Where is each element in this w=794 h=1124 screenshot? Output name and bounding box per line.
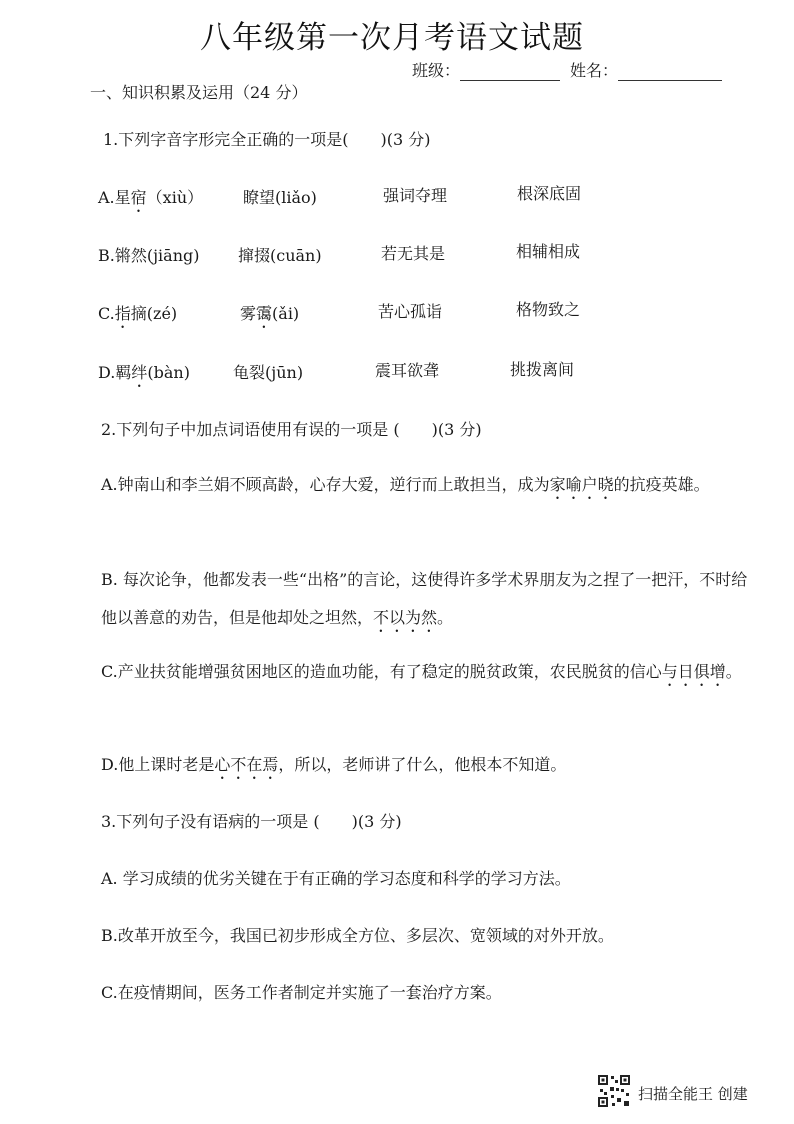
q1-option-d-word4: 挑拨离间 xyxy=(510,360,575,379)
q1-option-c-word3: 苦心孤诣 xyxy=(378,302,443,321)
qr-code-icon xyxy=(597,1074,631,1108)
q2-option-b: B. 每次论争，他都发表一些“出格”的言论，这使得许多学术界朋友为之捏了一把汗，不时给他以善意的劝告，但是他却处之坦然，不以为然。 xyxy=(101,570,748,627)
class-label: 班级： xyxy=(412,61,461,80)
q2-option-a: A.钟南山和李兰娟不顾高龄，心存大爱，逆行而上敢担当，成为家喻户晓的抗疫英雄。 xyxy=(101,475,710,494)
question-3-stem: 3.下列句子没有语病的一项是 ( )(3 分) xyxy=(101,812,402,831)
q1-option-a-word4: 根深底固 xyxy=(517,184,582,203)
q3-option-c: C.在疫情期间，医务工作者制定并实施了一套治疗方案。 xyxy=(101,983,502,1002)
q3-option-b: B.改革开放至今，我国已初步形成全方位、多层次、宽领域的对外开放。 xyxy=(101,926,614,945)
q1-option-b-word3: 若无其是 xyxy=(381,244,446,263)
q1-option-a-word2: 瞭望(liǎo) xyxy=(243,188,317,207)
q1-option-a-word1: A.星宿（xiù） xyxy=(98,188,204,207)
q2-option-c: C.产业扶贫能增强贫困地区的造血功能，有了稳定的脱贫政策，农民脱贫的信心与日俱增。 xyxy=(101,662,742,681)
class-blank xyxy=(460,66,560,81)
name-blank xyxy=(618,66,722,81)
page-title: 八年级第一次月考语文试题 xyxy=(200,20,584,56)
section-heading: 一、知识积累及运用（24 分） xyxy=(90,83,308,102)
q1-option-b-word1: B.锵然(jiāng) xyxy=(98,246,200,265)
q1-option-a-word3: 强词夺理 xyxy=(383,186,448,205)
q1-option-d-word3: 震耳欲聋 xyxy=(375,361,440,380)
q1-option-b-word4: 相辅相成 xyxy=(516,242,581,261)
question-2-stem: 2.下列句子中加点词语使用有误的一项是 ( )(3 分) xyxy=(101,420,482,439)
name-label: 姓名： xyxy=(570,61,619,80)
q3-option-a: A. 学习成绩的优劣关键在于有正确的学习态度和科学的学习方法。 xyxy=(101,869,571,888)
q1-option-b-word2: 撺掇(cuān) xyxy=(238,246,322,265)
class-field xyxy=(412,58,560,81)
question-1-stem: 1.下列字音字形完全正确的一项是( )(3 分) xyxy=(103,130,431,149)
q1-option-d-word1: D.羁绊(bàn) xyxy=(98,363,190,382)
q1-option-c-word4: 格物致之 xyxy=(516,300,581,319)
q2-option-d: D.他上课时老是心不在焉，所以，老师讲了什么，他根本不知道。 xyxy=(101,755,567,774)
q1-option-c-word1: C.指摘(zé) xyxy=(98,304,178,323)
name-field xyxy=(570,58,722,81)
scanner-watermark: 扫描全能王 创建 xyxy=(638,1085,748,1103)
q1-option-d-word2: 龟裂(jūn) xyxy=(233,363,304,382)
q1-option-c-word2: 雾霭(ǎi) xyxy=(240,304,300,323)
